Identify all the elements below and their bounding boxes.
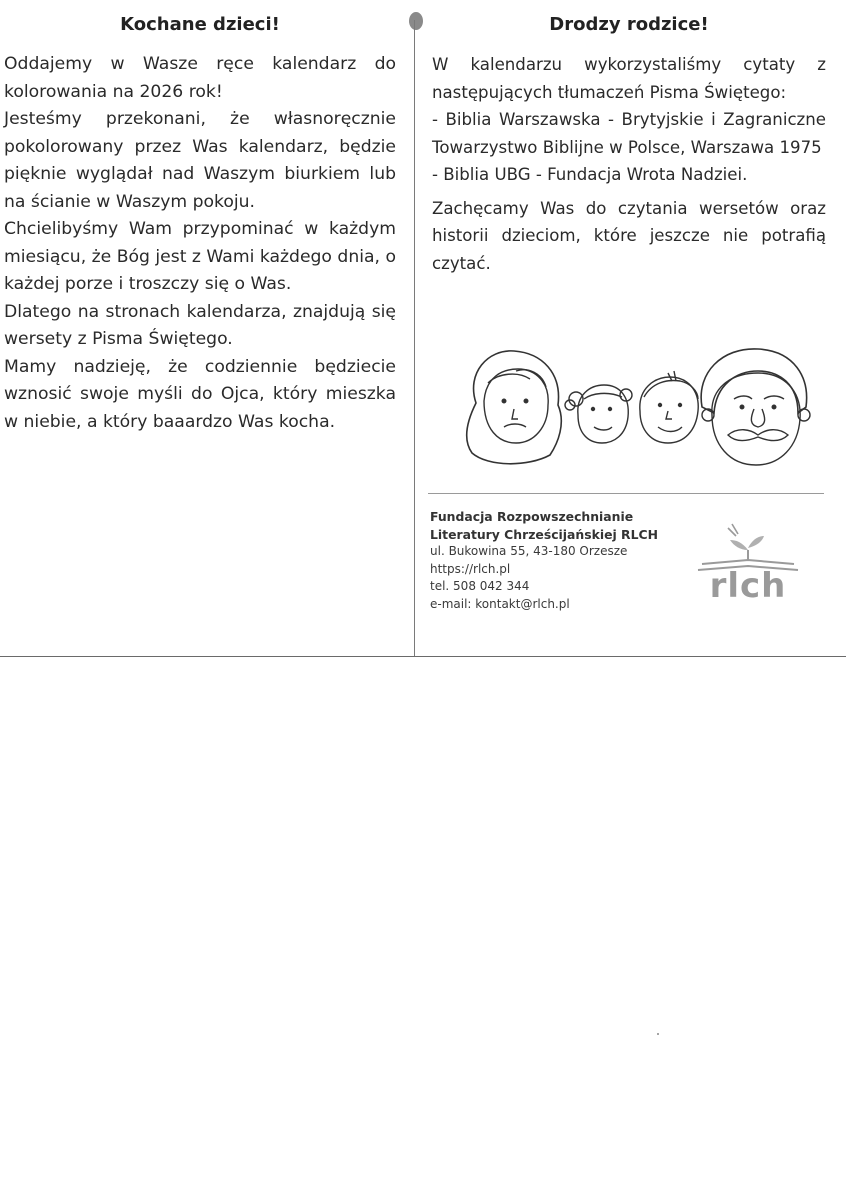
kids-paragraph: Oddajemy w Wasze ręce kalendarz do kolorowania na 2026 rok! bbox=[4, 54, 396, 102]
org-website: https://rlch.pl bbox=[430, 561, 511, 576]
kids-text bbox=[4, 51, 396, 436]
kids-paragraph: Mamy nadzieję, że codziennie będziecie wznosić swoje myśli do Ojca, który mieszka w niebie, a który baaardzo Was kocha. bbox=[4, 356, 396, 432]
parents-text bbox=[432, 51, 826, 277]
section-divider bbox=[428, 493, 824, 494]
org-name: Fundacja Rozpowszechnianie bbox=[430, 509, 634, 524]
parents-intro: W kalendarzu wykorzystaliśmy cytaty z następujących tłumaczeń Pisma Świętego: bbox=[432, 55, 826, 102]
scan-speck bbox=[657, 1033, 659, 1035]
translation-item: - Biblia UBG - Fundacja Wrota Nadziei. bbox=[432, 165, 748, 184]
parents-column bbox=[432, 14, 826, 277]
father-face-icon bbox=[701, 349, 810, 465]
kids-paragraph: Jesteśmy przekonani, że własnoręcznie pokolorowany przez Was kalendarz, będzie pięknie wyglądał nad Waszym biurkiem lub na ścianie w Waszym pokoju. bbox=[4, 109, 396, 212]
kids-column bbox=[4, 14, 396, 436]
parents-heading: Drodzy rodzice! bbox=[549, 14, 709, 35]
org-phone: tel. 508 042 344 bbox=[430, 579, 530, 593]
kids-paragraph: Chcielibyśmy Wam przypominać w każdym miesiącu, że Bóg jest z Wami każdego dnia, o każdej porze i troszczy się o Was. bbox=[4, 219, 396, 294]
org-email: e-mail: kontakt@rlch.pl bbox=[430, 596, 570, 611]
binding-hole bbox=[409, 12, 423, 30]
page-fold-line bbox=[0, 656, 846, 657]
girl-face-icon bbox=[565, 385, 632, 443]
mother-face-icon bbox=[467, 351, 562, 464]
boy-face-icon bbox=[640, 371, 698, 443]
org-address: ul. Bukowina 55, 43-180 Orzesze bbox=[430, 544, 628, 558]
publisher-info bbox=[430, 508, 710, 613]
org-name: Literatury Chrześcijańskiej RLCH bbox=[430, 526, 658, 542]
kids-heading: Kochane dzieci! bbox=[120, 14, 280, 35]
parents-encouragement: Zachęcamy Was do czytania wersetów oraz historii dzieciom, które jeszcze nie potrafią czytać. bbox=[432, 198, 826, 273]
translation-item: - Biblia Warszawska - Brytyjskie i Zagraniczne Towarzystwo Biblijne w Polsce, Warszawa 1975 bbox=[432, 110, 826, 157]
center-fold-line bbox=[414, 20, 415, 656]
rlch-logo-text: rlch bbox=[709, 566, 787, 606]
family-faces-illustration bbox=[458, 343, 816, 471]
kids-paragraph: Dlatego na stronach kalendarza, znajdują się wersety z Pisma Świętego. bbox=[4, 301, 396, 349]
